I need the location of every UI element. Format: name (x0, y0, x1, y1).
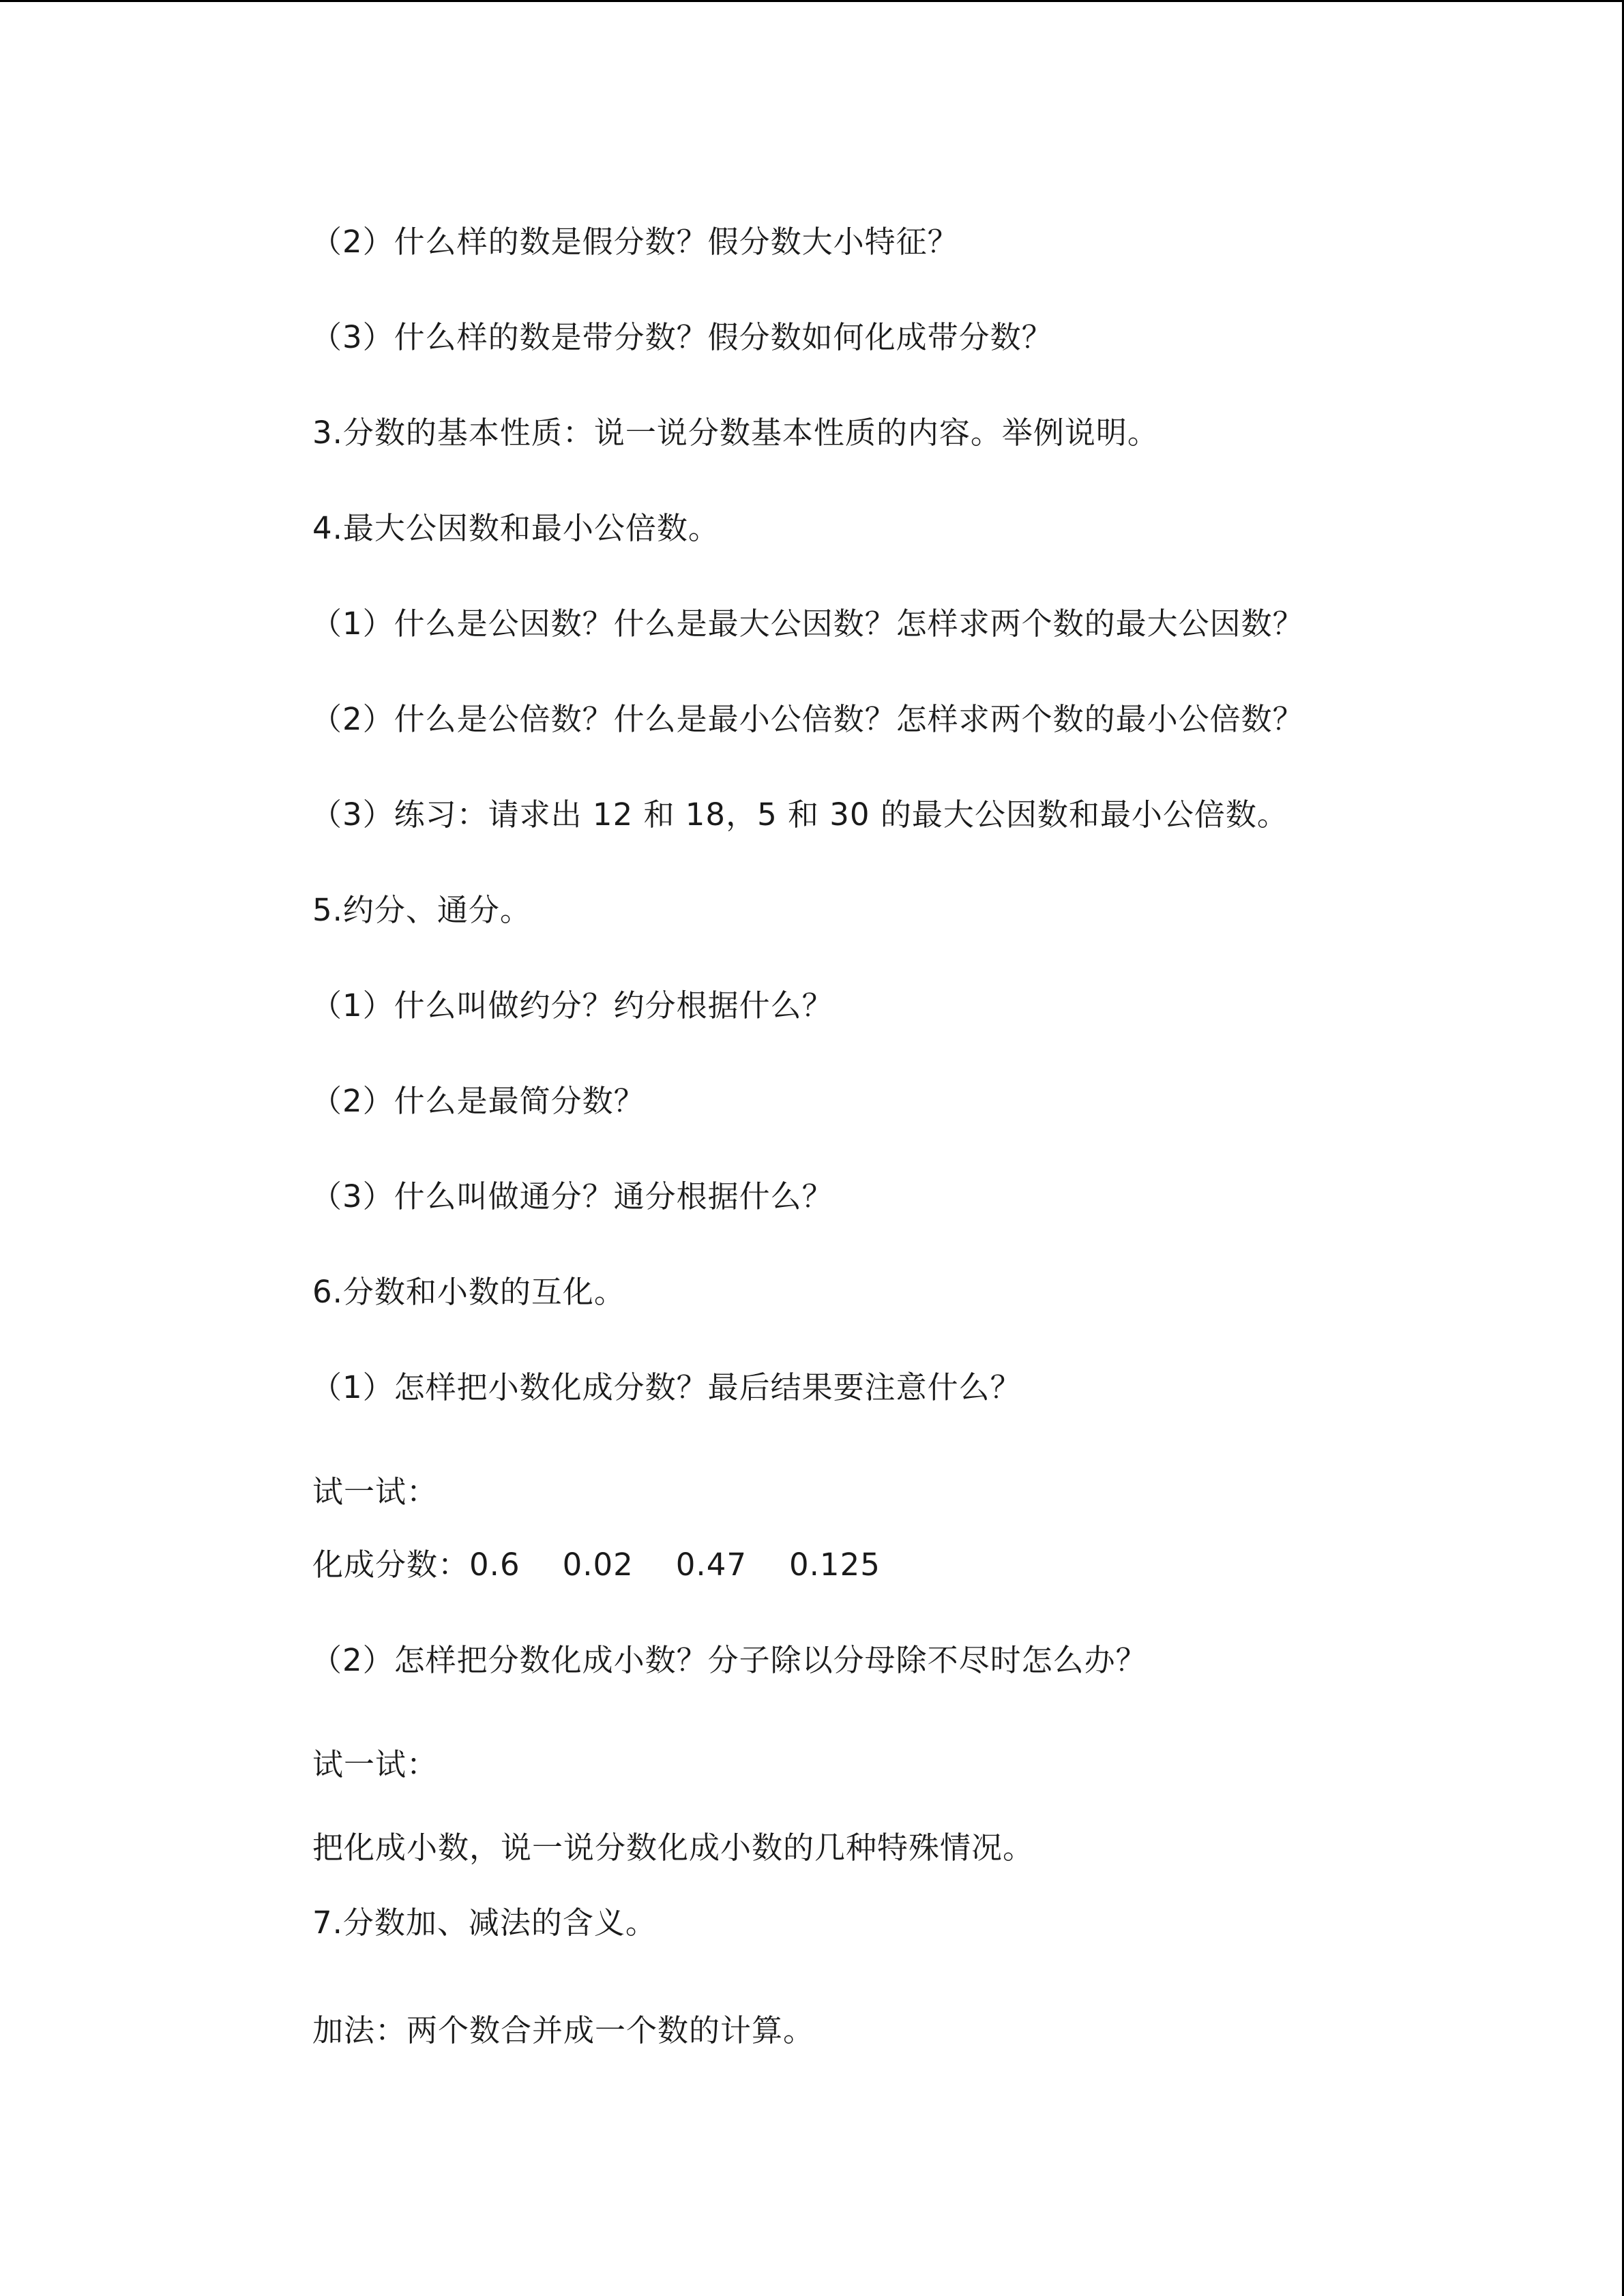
heading-add-subtract-meaning: 7.分数加、减法的含义。 (312, 1905, 657, 1941)
line-mixed-number-question: （3）什么样的数是带分数？假分数如何化成带分数？ (311, 319, 1053, 355)
heading-fraction-decimal-conversion: 6.分数和小数的互化。 (312, 1274, 625, 1310)
convert-label: 化成分数： (312, 1547, 470, 1583)
line-decimal-to-fraction-question: （1）怎样把小数化成分数？最后结果要注意什么？ (311, 1369, 1022, 1405)
line-reduction-question: （1）什么叫做约分？约分根据什么？ (311, 987, 833, 1024)
line-gcd-lcm-exercise: （3）练习：请求出 12 和 18，5 和 30 的最大公因数和最小公倍数。 (311, 796, 1288, 833)
line-convert-to-fraction (312, 1547, 881, 1583)
line-common-multiple-question: （2）什么是公倍数？什么是最小公倍数？怎样求两个数的最小公倍数？ (311, 701, 1304, 737)
line-try-it-1: 试一试： (312, 1474, 439, 1510)
convert-value: 0.125 (789, 1547, 881, 1583)
line-try-it-2: 试一试： (312, 1746, 439, 1783)
line-special-cases: 把化成小数，说一说分数化成小数的几种特殊情况。 (312, 1830, 1035, 1866)
line-simplest-fraction-question: （2）什么是最简分数？ (311, 1083, 645, 1119)
heading-reduce-common-denominator: 5.约分、通分。 (312, 892, 531, 928)
heading-gcd-lcm: 4.最大公因数和最小公倍数。 (312, 510, 720, 546)
line-improper-fraction-question: （2）什么样的数是假分数？假分数大小特征？ (311, 224, 959, 260)
heading-basic-property: 3.分数的基本性质：说一说分数基本性质的内容。举例说明。 (312, 415, 1159, 451)
line-addition-definition: 加法：两个数合并成一个数的计算。 (312, 2012, 815, 2048)
line-fraction-to-decimal-question: （2）怎样把分数化成小数？分子除以分母除不尽时怎么办？ (311, 1642, 1147, 1678)
line-common-factor-question: （1）什么是公因数？什么是最大公因数？怎样求两个数的最大公因数？ (311, 606, 1304, 642)
convert-value: 0.02 (562, 1547, 634, 1583)
page-border-top (0, 0, 1624, 2)
line-common-denominator-question: （3）什么叫做通分？通分根据什么？ (311, 1178, 833, 1214)
convert-values (469, 1547, 881, 1583)
convert-value: 0.47 (675, 1547, 747, 1583)
convert-value: 0.6 (469, 1547, 520, 1583)
